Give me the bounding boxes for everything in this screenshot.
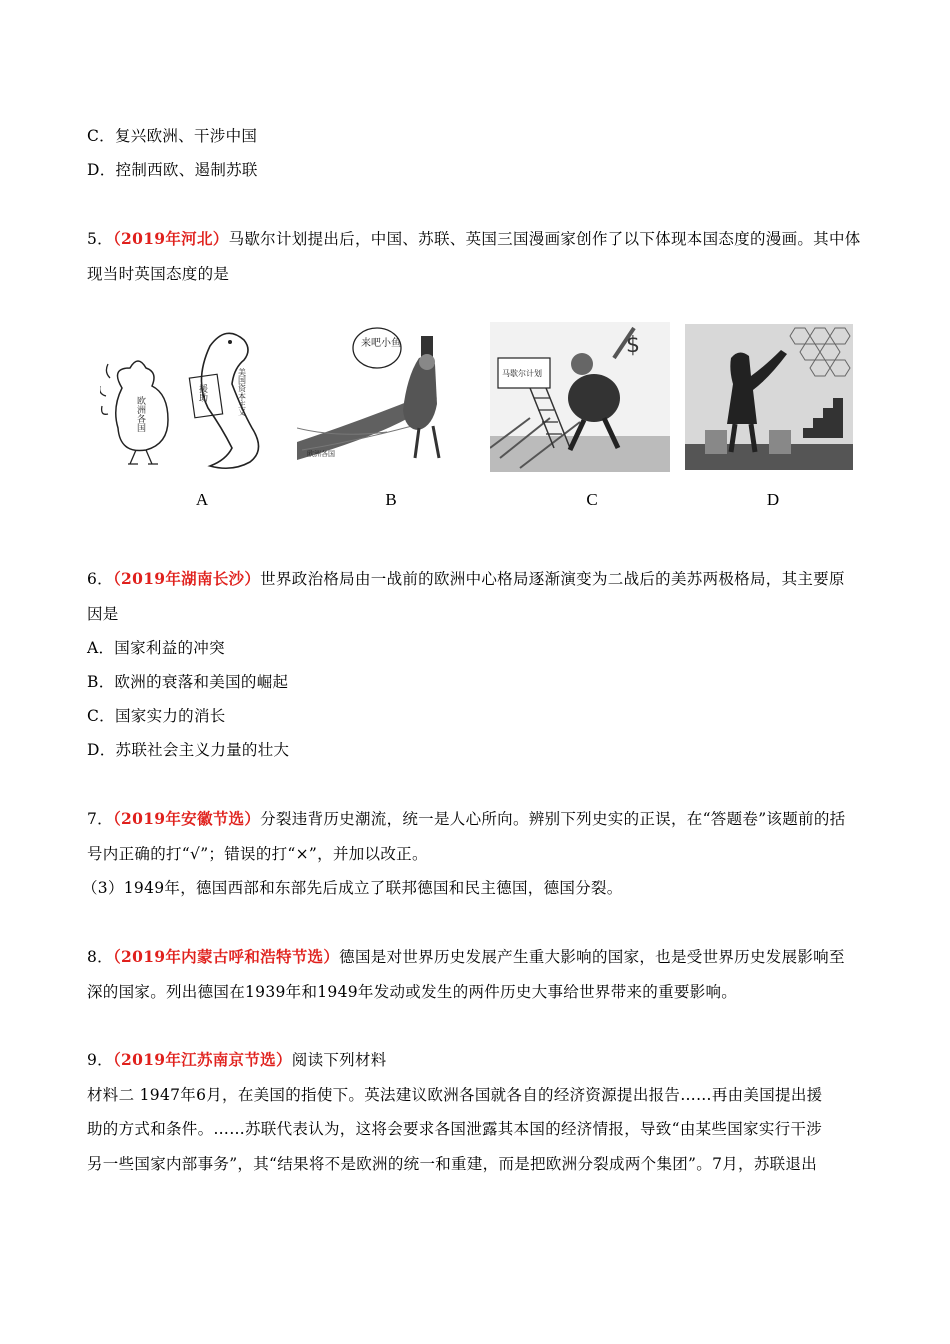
option-a: A．国家利益的冲突 bbox=[87, 639, 225, 657]
cartoon-label-a: A bbox=[195, 490, 209, 509]
question-number: 7． bbox=[87, 810, 113, 828]
question-6-line2: 因是 bbox=[87, 605, 119, 623]
cartoon-figure bbox=[95, 318, 865, 518]
question-number: 6． bbox=[87, 570, 113, 588]
question-6-line1: 6．（2019年湖南长沙）世界政治格局由一战前的欧洲中心格局逐渐演变为二战后的美苏两极格局，其主要原 bbox=[87, 569, 845, 588]
question-8-line1: 8．（2019年内蒙古呼和浩特节选）德国是对世界历史发展产生重大影响的国家，也是受世界历史发展影响至 bbox=[87, 947, 845, 966]
source-tag: （2019年内蒙古呼和浩特节选） bbox=[112, 947, 340, 966]
cartoon-label-c: C bbox=[586, 490, 598, 509]
source-tag: （2019年河北） bbox=[112, 229, 229, 248]
question-7-line1: 7．（2019年安徽节选）分裂违背历史潮流，统一是人心所向。辨别下列史实的正误，在“答题卷”该题前的括 bbox=[87, 809, 846, 828]
cartoon-label-b: B bbox=[385, 490, 397, 509]
question-8-line2: 深的国家。列出德国在1939年和1949年发动或发生的两件历史大事给世界带来的重要影响。 bbox=[87, 983, 738, 1001]
source-tag: （2019年安徽节选） bbox=[112, 809, 261, 828]
question-9-line4: 另一些国家内部事务”，其“结果将不是欧洲的统一和重建，而是把欧洲分裂成两个集团”。7月，苏联退出 bbox=[87, 1155, 818, 1173]
plan-sign: 马歇尔计划 bbox=[502, 369, 542, 378]
source-tag: （2019年湖南长沙） bbox=[112, 569, 261, 588]
question-number: 8． bbox=[87, 948, 113, 966]
tag-label: 援助 bbox=[197, 384, 207, 402]
question-5-line2: 现当时英国态度的是 bbox=[87, 265, 230, 283]
dollar-sign: $ bbox=[626, 333, 640, 358]
cartoon-b bbox=[297, 318, 477, 478]
cartoon-a bbox=[100, 318, 280, 478]
question-number: 9． bbox=[87, 1051, 113, 1069]
option-c: C．国家实力的消长 bbox=[87, 707, 226, 725]
rooster-label: 欧洲各国 bbox=[135, 396, 145, 432]
question-9-line2: 材料二 1947年6月，在美国的指使下。英法建议欧洲各国就各自的经济资源提出报告……再由美国提出援 bbox=[87, 1086, 823, 1104]
question-5-line1: 5．（2019年河北）马歇尔计划提出后，中国、苏联、英国三国漫画家创作了以下体现本国态度的漫画。其中体 bbox=[87, 229, 861, 248]
question-9-line1: 9．（2019年江苏南京节选）阅读下列材料 bbox=[87, 1050, 387, 1069]
creature-label: 美国资本主义 bbox=[237, 368, 247, 416]
question-7-line2: 号内正确的打“√”；错误的打“×”，并加以改正。 bbox=[87, 845, 428, 863]
cartoon-label-d: D bbox=[766, 490, 780, 509]
caption-text: 欧洲各国 bbox=[307, 450, 335, 458]
cartoon-c bbox=[490, 318, 670, 478]
question-7-line3: （3）1949年，德国西部和东部先后成立了联邦德国和民主德国，德国分裂。 bbox=[82, 879, 623, 897]
question-9-line3: 助的方式和条件。……苏联代表认为，这将会要求各国泄露其本国的经济情报，导致“由某些国家实行干涉 bbox=[87, 1120, 823, 1138]
speech-bubble-text: 来吧小鱼 bbox=[361, 338, 401, 349]
question-number: 5． bbox=[87, 230, 113, 248]
source-tag: （2019年江苏南京节选） bbox=[112, 1050, 292, 1069]
cartoon-d bbox=[685, 318, 853, 478]
option-d: D．控制西欧、遏制苏联 bbox=[87, 161, 258, 179]
option-d: D．苏联社会主义力量的壮大 bbox=[87, 741, 290, 759]
option-b: B．欧洲的衰落和美国的崛起 bbox=[87, 673, 289, 691]
option-c: C．复兴欧洲、干涉中国 bbox=[87, 127, 258, 145]
